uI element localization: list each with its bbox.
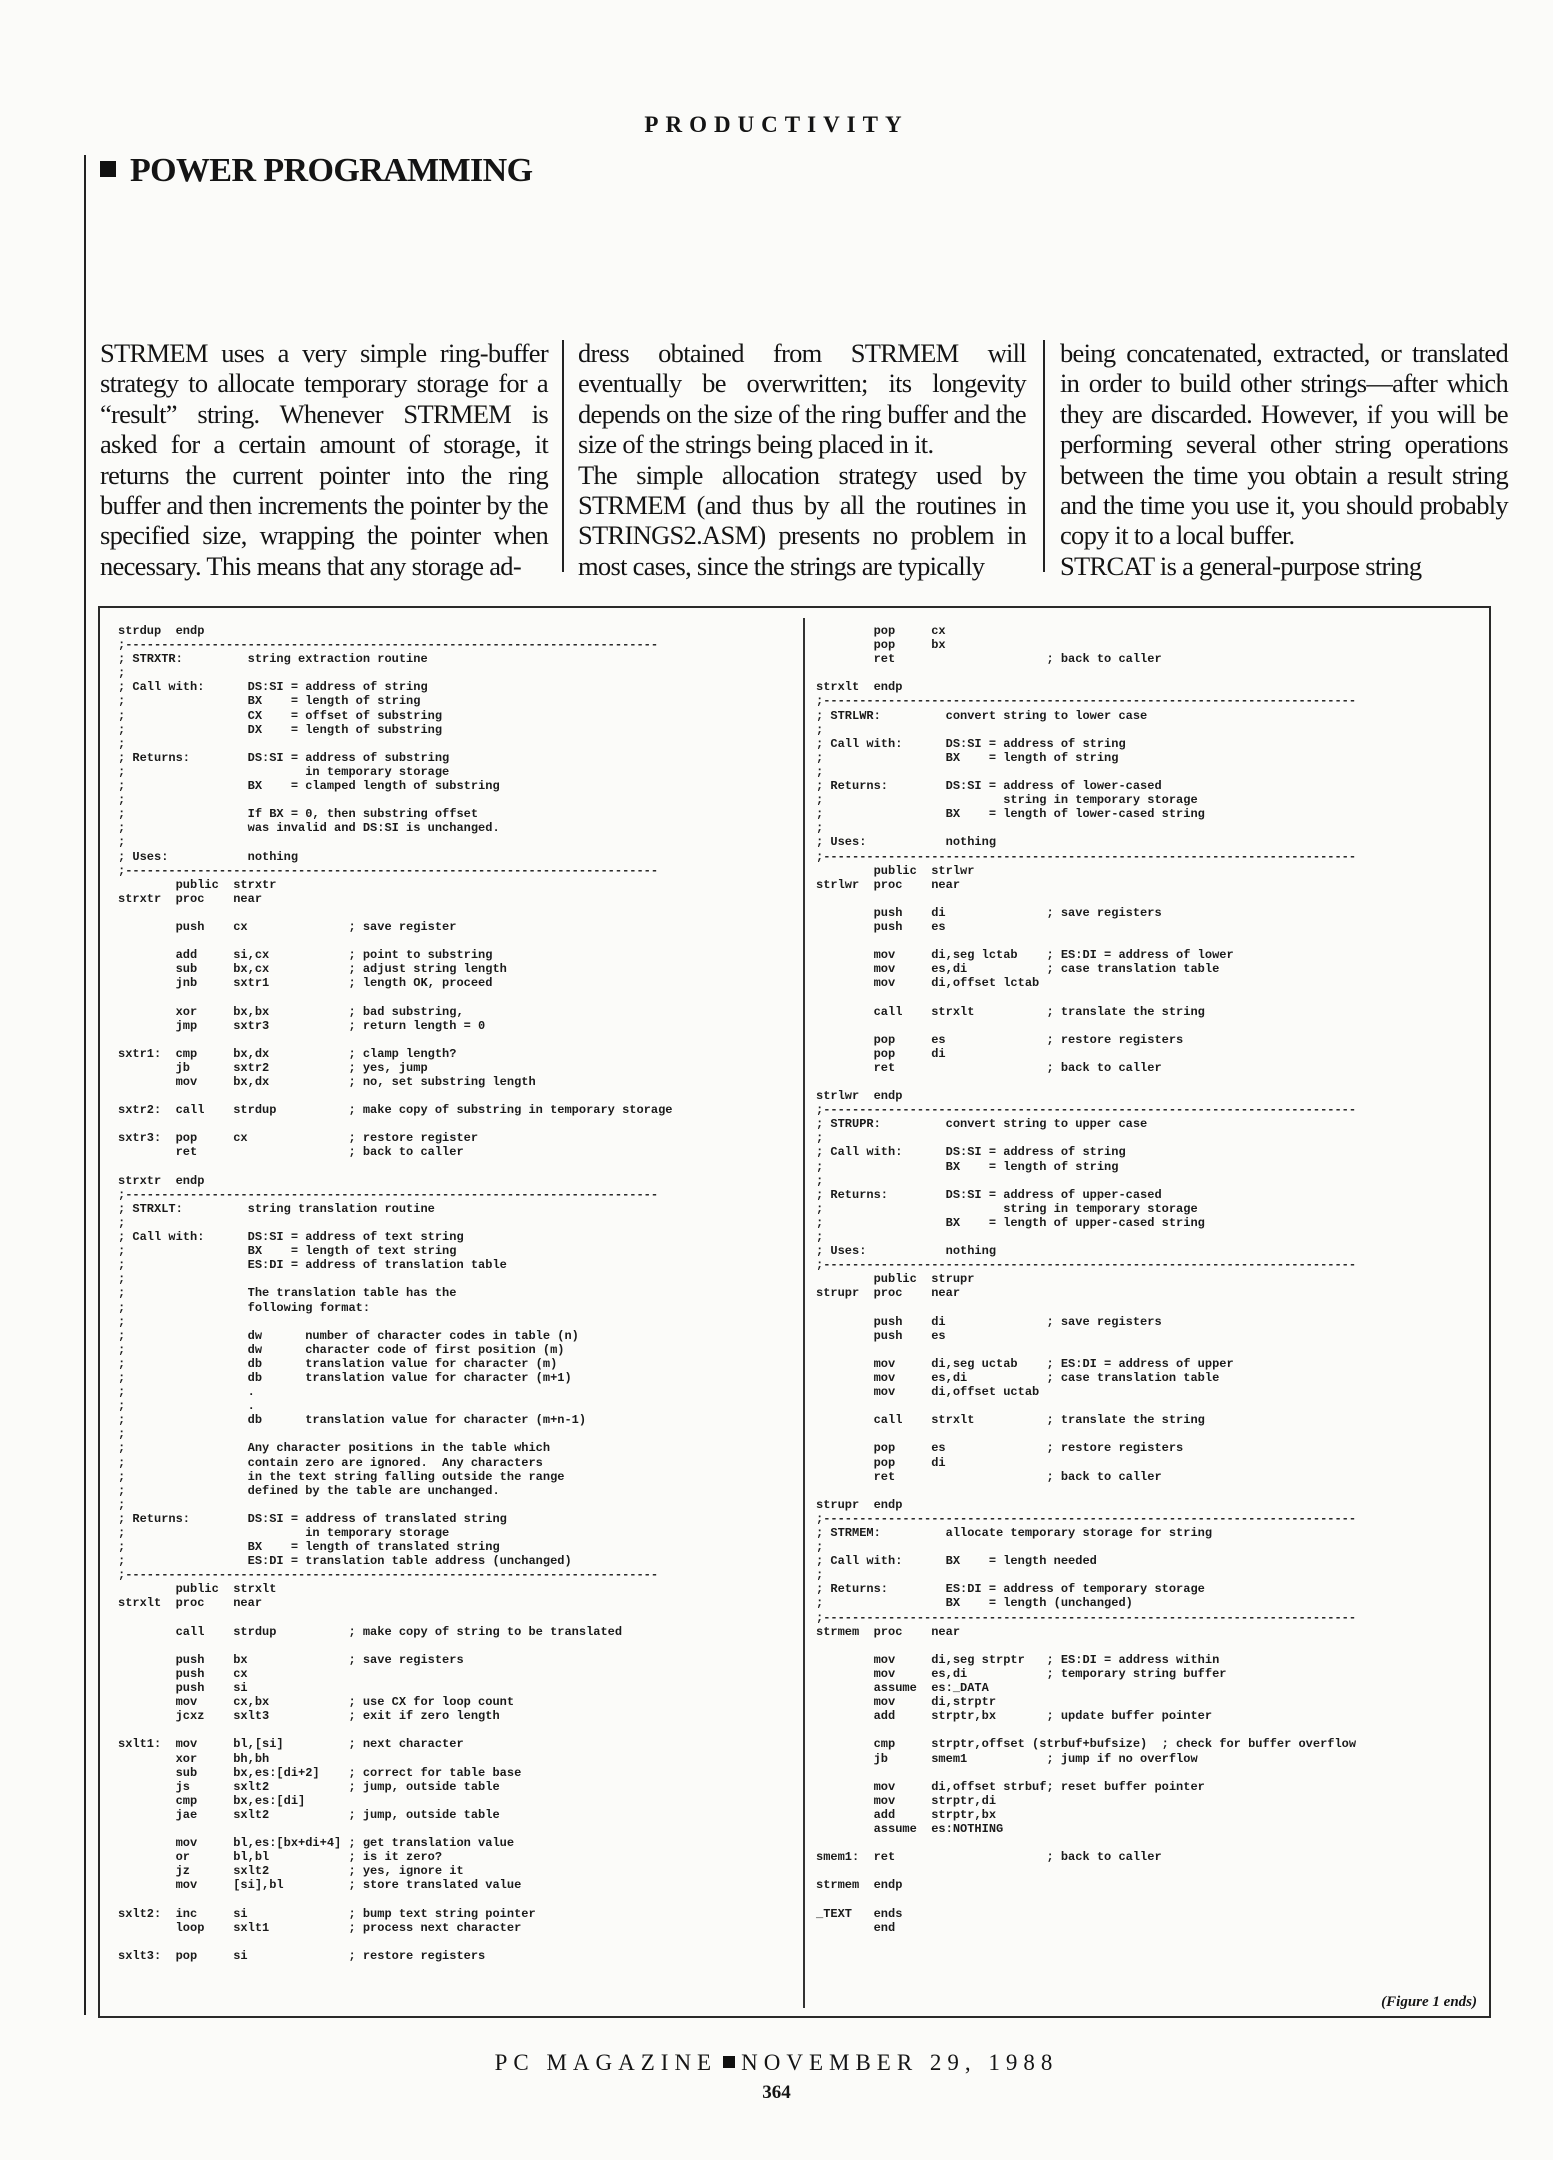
column-rule-1	[562, 340, 564, 572]
heading-bullet	[100, 161, 116, 177]
listing-column-divider	[803, 618, 805, 2008]
page-heading	[100, 152, 532, 190]
code-listing-right: pop cx pop bx ret ; back to caller strxlt endp ;-------------------------------------------------------------------------- ; STRLWR: convert string to lower case ; ; Call with: DS:SI = address of string ; BX = length of string ; ; Returns: DS:SI = address of lower-cased ; string in temporary storage ; BX = length of lower-cased string ; ; Uses: nothing ;-------------------------------------------------------------------------- public strlwr strlwr proc near push di ; save registers push es mov di,seg lctab ; ES:DI = address of lower mov es,di ; case translation table mov di,offset lctab call strxlt ; translate the string pop es ; restore registers pop di ret ; back to caller strlwr endp ;-------------------------------------------------------------------------- ; STRUPR: convert string to upper case ; ; Call with: DS:SI = address of string ; BX = length of string ; ; Returns: DS:SI = address of upper-cased ; string in temporary storage ; BX = length of upper-cased string ; ; Uses: nothing ;-------------------------------------------------------------------------- public strupr strupr proc near push di ; save registers push es mov di,seg uctab ; ES:DI = address of upper mov es,di ; case translation table mov di,offset uctab call strxlt ; translate the string pop es ; restore registers pop di ret ; back to caller strupr endp ;-------------------------------------------------------------------------- ; STRMEM: allocate temporary storage for string ; ; Call with: BX = length needed ; ; Returns: ES:DI = address of temporary storage ; BX = length (unchanged) ;-------------------------------------------------------------------------- strmem proc near mov di,seg strptr ; ES:DI = address within mov es,di ; temporary string buffer assume es:_DATA mov di,strptr add strptr,bx ; update buffer pointer cmp strptr,offset (strbuf+bufsize) ; check for buffer overflow jb smem1 ; jump if no overflow mov di,offset strbuf; reset buffer pointer mov strptr,di add strptr,bx assume es:NOTHING smem1: ret ; back to caller strmem endp _TEXT ends end	[816, 624, 1357, 1935]
article-column-2: dress obtained from STRMEM will eventually be overwritten; its longevity depends on the size of the ring buffer and the size of the strings being placed in it. The simple allocation strategy used by STRMEM (and thus by all the routines in STRINGS2.ASM) presents no problem in most cases, since the strings are typically	[578, 338, 1026, 581]
left-margin-rule	[84, 155, 86, 2015]
footer-bullet	[723, 2056, 735, 2068]
code-listing-left: strdup endp ;-------------------------------------------------------------------------- ; STRXTR: string extraction routine ; ; Call with: DS:SI = address of string ; BX = length of string ; CX = offset of substring ; DX = length of substring ; ; Returns: DS:SI = address of substring ; in temporary storage ; BX = clamped length of substring ; ; If BX = 0, then substring offset ; was invalid and DS:SI is unchanged. ; ; Uses: nothing ;-------------------------------------------------------------------------- public strxtr strxtr proc near push cx ; save register add si,cx ; point to substring sub bx,cx ; adjust string length jnb sxtr1 ; length OK, proceed xor bx,bx ; bad substring, jmp sxtr3 ; return length = 0 sxtr1: cmp bx,dx ; clamp length? jb sxtr2 ; yes, jump mov bx,dx ; no, set substring length sxtr2: call strdup ; make copy of substring in temporary storage sxtr3: pop cx ; restore register ret ; back to caller strxtr endp ;-------------------------------------------------------------------------- ; STRXLT: string translation routine ; ; Call with: DS:SI = address of text string ; BX = length of text string ; ES:DI = address of translation table ; ; The translation table has the ; following format: ; ; dw number of character codes in table (n) ; dw character code of first position (m) ; db translation value for character (m) ; db translation value for character (m+1) ; . ; . ; db translation value for character (m+n-1) ; ; Any character positions in the table which ; contain zero are ignored. Any characters ; in the text string falling outside the range ; defined by the table are unchanged. ; ; Returns: DS:SI = address of translated string ; in temporary storage ; BX = length of translated string ; ES:DI = translation table address (unchanged) ;-------------------------------------------------------------------------- public strxlt strxlt proc near call strdup ; make copy of string to be translated push bx ; save registers push cx push si mov cx,bx ; use CX for loop count jcxz sxlt3 ; exit if zero length sxlt1: mov bl,[si] ; next character xor bh,bh sub bx,es:[di+2] ; correct for table base js sxlt2 ; jump, outside table cmp bx,es:[di] jae sxlt2 ; jump, outside table mov bl,es:[bx+di+4] ; get translation value or bl,bl ; is it zero? jz sxlt2 ; yes, ignore it mov [si],bl ; store translated value sxlt2: inc si ; bump text string pointer loop sxlt1 ; process next character sxlt3: pop si ; restore registers	[118, 624, 673, 1963]
column-rule-2	[1043, 340, 1045, 572]
page-number: 364	[762, 2082, 791, 2103]
article-column-1: STRMEM uses a very simple ring-buffer strategy to allocate temporary storage for a “result” string. Whenever STRMEM is asked for a certain amount of storage, it returns the current pointer into the ring buffer and then increments the pointer by the specified size, wrapping the pointer when necessary. This means that any storage ad-	[100, 338, 548, 581]
page-footer	[0, 2050, 1553, 2076]
section-label: PRODUCTIVITY	[644, 112, 909, 137]
figure-note: (Figure 1 ends)	[1381, 1994, 1477, 2010]
publication-name: PC MAGAZINE	[494, 2050, 718, 2075]
heading-text: POWER PROGRAMMING	[130, 152, 533, 189]
article-column-3: being concatenated, extracted, or translated in order to build other strings—after which they are discarded. However, if you will be performing several other string operations between the time you obtain a result string and the time you use it, you should probably copy it to a local buffer. STRCAT is a general-purpose string	[1060, 338, 1508, 581]
issue-date: NOVEMBER 29, 1988	[741, 2050, 1059, 2075]
